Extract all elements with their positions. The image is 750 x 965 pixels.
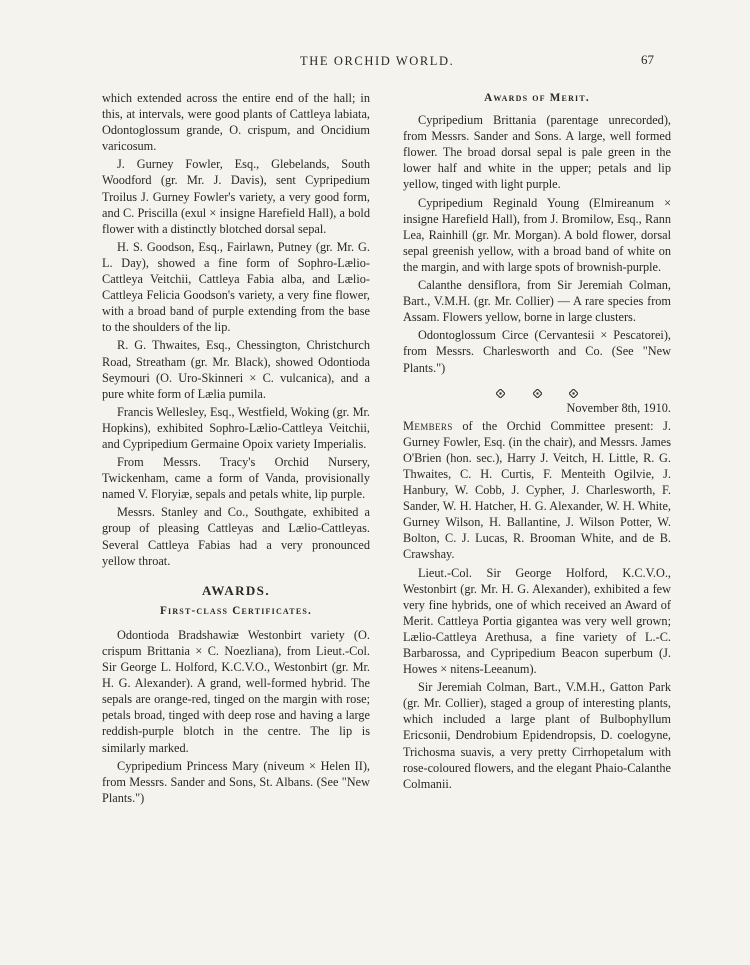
paragraph: Cypripedium Brittania (parentage unrecorded), from Messrs. Sander and Sons. A large, well formed flower. The broad dorsal sepal is pale green in the lower half and white in the upper; petals and lip yellow, tinged with light purple. <box>403 113 671 192</box>
paragraph: Calanthe densiflora, from Sir Jeremiah Colman, Bart., V.M.H. (gr. Mr. Collier) — A rare species from Assam. Flowers yellow, borne in large clusters. <box>403 278 671 325</box>
members-lead: Members <box>403 418 453 433</box>
first-class-certificates-heading: First-class Certificates. <box>159 604 313 617</box>
section-ornament <box>403 384 671 400</box>
paragraph: Odontoglossum Circe (Cervantesii × Pescatorei), from Messrs. Charlesworth and Co. (See "New Plants.") <box>403 328 671 375</box>
left-column <box>102 90 370 808</box>
paragraph: Lieut.-Col. Sir George Holford, K.C.V.O., Westonbirt (gr. Mr. H. G. Alexander), exhibited a few very fine hybrids, one of which received an Award of Merit. Cattleya Portia gigantea was very well grown; Lælio-Cattleya Arethusa, a fine variety of L.-C. Barbarossa, and Cypripedium Beacon superbum (J. Howes × nitens-Leeanum). <box>403 565 671 677</box>
awards-heading: AWARDS. <box>202 582 270 598</box>
paragraph: H. S. Goodson, Esq., Fairlawn, Putney (gr. Mr. G. L. Day), showed a fine form of Sophro-Lælio-Cattleya Veitchii, Cattleya Fabia alba, and Lælio-Cattleya Felicia Goodson's variety, a very fine flower, with a broad band of purple extending from the base to the shoulders of the lip. <box>102 239 370 335</box>
members-paragraph <box>403 418 671 563</box>
flower-ornament-icon <box>569 389 578 398</box>
flower-ornament-icon <box>533 389 542 398</box>
awards-of-merit-heading: Awards of Merit. <box>484 92 590 104</box>
flower-ornament-icon <box>496 389 505 398</box>
paragraph: From Messrs. Tracy's Orchid Nursery, Twickenham, came a form of Vanda, provisionally named V. Floryiæ, sepals and petals white, lip purple. <box>102 455 370 502</box>
running-title: THE ORCHID WORLD. <box>300 54 455 68</box>
paragraph: Cypripedium Princess Mary (niveum × Helen II), from Messrs. Sander and Sons, St. Albans. (See "New Plants.") <box>102 758 370 805</box>
running-head <box>0 54 750 74</box>
paragraph: Odontioda Bradshawiæ Westonbirt variety (O. crispum Brittania × C. Noezliana), from Lieut.-Col. Sir George L. Holford, K.C.V.O., Westonbirt (gr. Mr. H. G. Alexander). A grand, well-formed hybrid. The sepals are orange-red, tinged on the margin with rose; petals broad, tinged with deep rose and having a large reddish-purple blotch in the centre. The lip is similarly marked. <box>102 627 370 755</box>
paragraph: Francis Wellesley, Esq., Westfield, Woking (gr. Mr. Hopkins), exhibited Sophro-Lælio-Cattleya Veitchii, and Cypripedium Germaine Opoix variety Imperialis. <box>102 404 370 451</box>
paragraph: R. G. Thwaites, Esq., Chessington, Christchurch Road, Streatham (gr. Mr. Black), showed Odontioda Seymouri (O. Uro-Skinneri × C. vulcanica), and a pure white form of Lælia pumila. <box>102 338 370 401</box>
members-text: of the Orchid Committee present: J. Gurney Fowler, Esq. (in the chair), and Messrs. James O'Brien (hon. sec.), Harry J. Veitch, H. Little, R. G. Thwaites, C. H. Curtis, F. Menteith Ogilvie, J. Hanbury, W. Cobb, J. Cypher, J. Charlesworth, F. Sander, W. H. Hatcher, H. G. Alexander, W. H. White, Gurney Wilson, H. Ballantine, J. Wilson Potter, W. Bolton, C. J. Lucas, R. Brooman White, and de B. Crawshay. <box>403 418 672 562</box>
paragraph: J. Gurney Fowler, Esq., Glebelands, South Woodford (gr. Mr. J. Davis), sent Cypripedium Troilus J. Gurney Fowler's variety, a very good form, and C. Priscilla (exul × insigne Harefield Hall), a bold flower with a distinctly blotched dorsal sepal. <box>102 157 370 236</box>
paragraph: Messrs. Stanley and Co., Southgate, exhibited a group of pleasing Cattleyas and Lælio-Cattleyas. Several Cattleya Fabias had a very pronounced yellow throat. <box>102 505 370 568</box>
page-number: 67 <box>641 52 654 67</box>
paragraph: which extended across the entire end of the hall; in this, at intervals, were good plants of Cattleya labiata, Odontoglossum grande, O. crispum, and Oncidium varicosum. <box>102 91 370 154</box>
right-column <box>403 90 671 794</box>
meeting-date: November 8th, 1910. <box>566 400 671 415</box>
paragraph: Cypripedium Reginald Young (Elmireanum × insigne Harefield Hall), from J. Bromilow, Esq., Rann Lea, Rainhill (gr. Mr. Morgan). A bold flower, dorsal sepal greenish yellow, with a broad band of white on the margin, and with large spots of brownish-purple. <box>403 195 671 274</box>
paragraph: Sir Jeremiah Colman, Bart., V.M.H., Gatton Park (gr. Mr. Collier), staged a group of interesting plants, which included a large plant of Bulbophyllum Ericsonii, Dendrobium Epidendropsis, D. coelogyne, Trichosma suavis, a very pretty Cirrhopetalum with rose-coloured flowers, and the elegant Phaio-Calanthe Colmanii. <box>403 680 671 791</box>
